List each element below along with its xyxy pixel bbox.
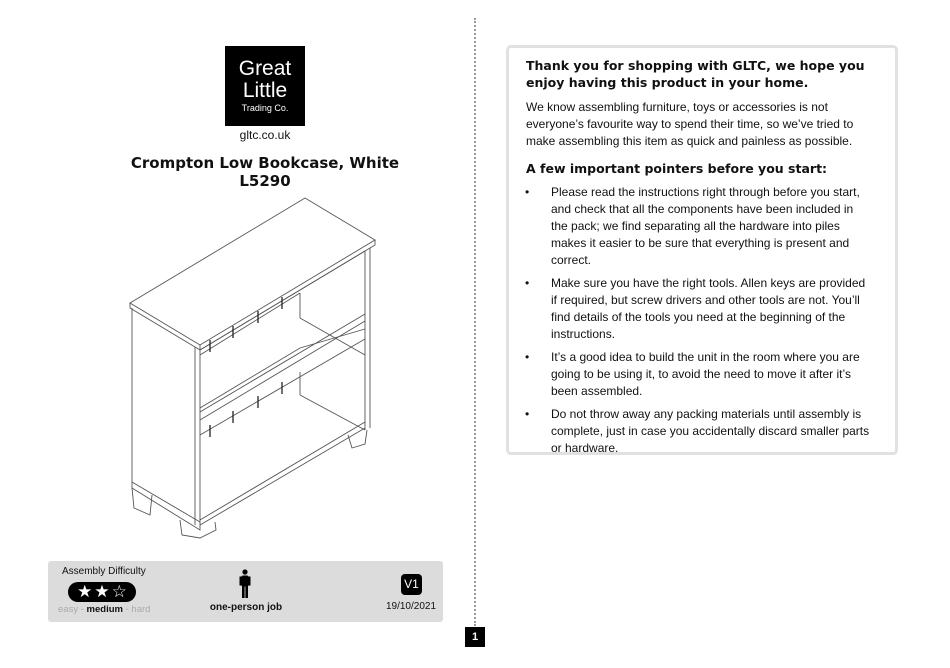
version-badge: V1 [401,574,422,595]
bullet-icon: • [525,407,530,421]
pointers-heading: A few important pointers before you start: [526,161,828,176]
thank-you-heading: Thank you for shopping with GLTC, we hope you enjoy having this product in your home. [526,58,865,90]
bookcase-illustration [120,190,390,540]
scale-hard: hard [131,604,151,615]
assembly-info-bar [48,561,443,622]
revision-date: 19/10/2021 [385,601,437,612]
pointer-item: • Do not throw away any packing materials until assembly is complete, just in case you accidentally discard smaller parts or hardware. [525,407,870,455]
star-filled-icon: ★ [94,582,110,602]
difficulty-scale: easy - medium - hard [58,604,151,615]
difficulty-rating [68,582,136,602]
pointer-item: • Make sure you have the right tools. Allen keys are provided if required, but screw drivers and other tools are not. You’ll find details of the tools you need at the beginning of the instructions. [525,276,866,341]
scale-medium: medium [86,604,123,615]
website-label: gltc.co.uk [239,128,291,142]
product-title [100,154,430,190]
scale-easy: easy [58,604,79,615]
difficulty-label: Assembly Difficulty [62,566,146,577]
page-number: 1 [465,627,485,647]
intro-panel [506,45,898,455]
star-empty-icon: ☆ [111,582,127,602]
person-icon [238,569,252,599]
bullet-icon: • [525,276,530,290]
logo-line-1: Great [238,57,292,80]
people-required-label: one-person job [209,602,283,613]
product-name: Crompton Low Bookcase, White [130,154,400,172]
product-code: L5290 [239,172,291,190]
pointer-item: • Please read the instructions right through before you start, and check that all the components have been included in the pack; we find separating all the hardware into piles makes it easier to be sure that everything is present and correct. [525,185,860,267]
logo-line-2: Little [242,79,288,102]
pointer-item: • It’s a good idea to build the unit in the room where you are going to be using it, to avoid the need to move it after it’s been assembled. [525,350,860,398]
gltc-logo [225,46,305,126]
logo-line-3: Trading Co. [241,103,289,113]
star-filled-icon: ★ [77,582,93,602]
page-fold-divider [474,18,476,626]
intro-body: We know assembling furniture, toys or accessories is not everyone’s favourite way to spend their time, so we’ve tried to make assembling this item as quick and painless as possible. [526,100,854,148]
bullet-icon: • [525,350,530,364]
pointers-list [509,184,895,457]
bullet-icon: • [525,185,530,199]
